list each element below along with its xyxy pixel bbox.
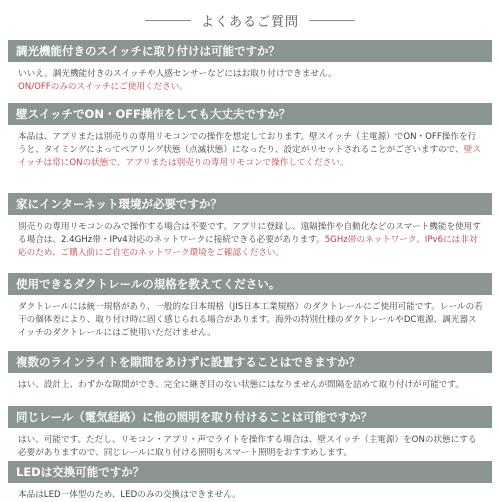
- faq-item: [8, 193, 492, 273]
- faq-item: [8, 406, 492, 461]
- faq-item: [8, 351, 492, 406]
- faq-answer-note: 5GHz帯のネットワーク、IPv6には非対応のため、ご購入前にご自宅のネットワーク環境をご確認ください。: [18, 234, 478, 258]
- faq-answer-text: はい、可能です。ただし、リモコン・アプリ・声でライトを操作する場合は、壁スイッチ（主電源）をONの状態にする必要がありますので、同じレールに取り付ける照明もスマート照明をおすすめします。: [18, 435, 477, 458]
- faq-answer: [8, 62, 492, 94]
- faq-item: [8, 273, 492, 351]
- faq-answer: [8, 428, 492, 460]
- page-title: よくあるご質問: [200, 14, 299, 30]
- faq-header: [0, 0, 500, 40]
- title-right-rule: [309, 20, 355, 21]
- faq-answer-text: [18, 131, 484, 169]
- faq-answer: [8, 215, 492, 259]
- faq-answer-text: 本品はLED一体型のため、LEDのみの交換はできません。: [18, 490, 241, 500]
- title-left-rule: [145, 20, 191, 21]
- faq-item: [8, 40, 492, 103]
- faq-answer-note: ON/OFFのみのスイッチにご使用ください。: [18, 81, 188, 92]
- faq-question: 複数のラインライトを隙間をあけずに設置することはできますか？: [8, 351, 492, 373]
- faq-item: [8, 103, 492, 193]
- faq-question: 家にインターネット環境が必要ですか？: [8, 193, 492, 215]
- faq-question: 同じレール（電気経路）に他の照明を取り付けることは可能ですか？: [8, 406, 492, 428]
- faq-question: 壁スイッチでON・OFF操作をしても大丈夫ですか？: [8, 103, 492, 125]
- faq-question: 使用できるダクトレールの規格を教えてください。: [8, 273, 492, 295]
- faq-answer: [8, 295, 492, 339]
- faq-answer-text: いいえ。調光機能付きのスイッチや人感センサーなどにはお取り付けできません。: [18, 69, 337, 79]
- faq-answer-text: [18, 221, 484, 259]
- faq-answer: [8, 373, 492, 392]
- faq-answer-text: はい、設計上、わずかな隙間ができ、完全に継ぎ目のない状態にはなりませんが間隔を詰めて取り付けが可能です。: [18, 380, 464, 390]
- faq-answer: [8, 125, 492, 169]
- faq-question: 調光機能付きのスイッチに取り付けは可能ですか？: [8, 40, 492, 62]
- faq-answer-note: 壁スイッチは常にONの状態で、アプリまたは別売りの専用リモコンで操作してください。: [18, 144, 481, 168]
- faq-answer-body: 別売りの専用リモコンのみで操作する場合は不要です。アプリに登録し、遠隔操作や自動化などのスマート機能を使用する場合は、2.4GHz帯・IPv4対応のネットワークに接続できる必要があります。: [18, 222, 481, 245]
- faq-answer: [8, 483, 492, 502]
- faq-answer-body: 本品は、アプリまたは別売りの専用リモコンでの操作を想定しております。壁スイッチ（主電源）でON・OFF操作を行うと、タイミングによってペアリング状態（点滅状態）になったり、設定がリセットされることがございますので、: [18, 132, 477, 155]
- faq-question: LEDは交換可能ですか？: [8, 461, 492, 483]
- faq-answer-text: ダクトレールには統一規格があり、一般的な日本規格（JIS日本工業規格）のダクトレールにご使用可能です。レールの若干の個体差により、取り付け時に固く感じられる場合があります。海外の特別仕様のダクトレールやDC電源、調光器スイッチのダクトレールにはご使用いただけません。: [18, 302, 483, 338]
- faq-item: [8, 461, 492, 500]
